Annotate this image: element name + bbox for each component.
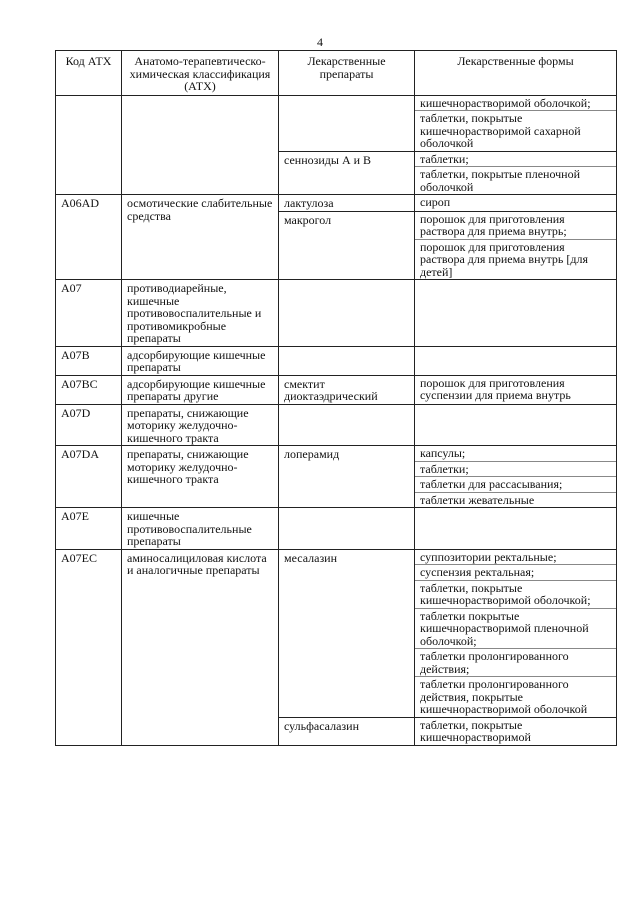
drug-cell <box>279 95 415 151</box>
code-cell: A07B <box>56 346 122 375</box>
form-item: порошок для приготовления раствора для приема внутрь [для детей] <box>420 239 588 279</box>
drug-cell <box>279 404 415 446</box>
forms-cell <box>415 211 617 280</box>
table-row <box>56 95 617 151</box>
form-item: порошок для приготовления суспензии для приема внутрь <box>420 375 571 402</box>
form-item: таблетки, покрытые кишечнорастворимой сахарной оболочкой <box>420 111 581 150</box>
form-item: сироп <box>420 195 451 209</box>
code-cell: A07D <box>56 404 122 446</box>
forms-cell <box>415 717 617 745</box>
code-cell: A07EC <box>56 549 122 745</box>
atc-drug-table <box>55 50 617 746</box>
drug-cell: макрогол <box>279 211 415 280</box>
forms-cell <box>415 95 617 151</box>
form-item: таблетки; <box>415 152 616 168</box>
table-header-row <box>56 51 617 96</box>
table-row <box>56 508 617 550</box>
form-item: капсулы; <box>415 446 616 462</box>
form-item: суспензия ректальная; <box>415 565 616 581</box>
code-cell <box>56 95 122 195</box>
classification-cell: противодиарейные, кишечные противовоспалительные и противомикробные препараты <box>122 280 279 347</box>
forms-cell <box>415 446 617 508</box>
form-item: порошок для приготовления раствора для приема внутрь; <box>415 212 616 240</box>
code-cell: A06AD <box>56 195 122 280</box>
table-row <box>56 280 617 347</box>
classification-cell: осмотические слабительные средства <box>122 195 279 280</box>
form-item: таблетки жевательные <box>420 492 535 507</box>
table-row <box>56 446 617 508</box>
form-item: таблетки, покрытые кишечнорастворимой оболочкой; <box>415 581 616 609</box>
form-item: таблетки покрытые кишечнорастворимой пленочной оболочкой; <box>415 609 616 650</box>
form-item: таблетки; <box>415 462 616 478</box>
form-item: таблетки пролонгированного действия, покрытые кишечнорастворимой оболочкой <box>420 677 588 716</box>
code-cell: A07DA <box>56 446 122 508</box>
table-row <box>56 375 617 404</box>
form-item: таблетки, покрытые пленочной оболочкой <box>420 167 581 194</box>
classification-cell: препараты, снижающие моторику желудочно-кишечного тракта <box>122 446 279 508</box>
drug-cell: лоперамид <box>279 446 415 508</box>
code-cell: A07E <box>56 508 122 550</box>
table-row <box>56 346 617 375</box>
header-forms: Лекарственные формы <box>415 51 617 96</box>
forms-cell <box>415 195 617 212</box>
code-cell: A07 <box>56 280 122 347</box>
page-number: 4 <box>317 35 323 49</box>
form-item: таблетки пролонгированного действия; <box>415 649 616 677</box>
forms-cell <box>415 508 617 550</box>
code-cell: A07BC <box>56 375 122 404</box>
classification-cell <box>122 95 279 195</box>
drug-cell <box>279 346 415 375</box>
drug-cell: смектит диоктаэдрический <box>279 375 415 404</box>
classification-cell: препараты, снижающие моторику желудочно-кишечного тракта <box>122 404 279 446</box>
forms-cell <box>415 404 617 446</box>
header-classification: Анатомо-терапевтическо-химическая классификация (АТХ) <box>122 51 279 96</box>
classification-cell: кишечные противовоспалительные препараты <box>122 508 279 550</box>
form-item: кишечнорастворимой оболочкой; <box>415 96 616 112</box>
classification-cell: аминосалициловая кислота и аналогичные препараты <box>122 549 279 745</box>
form-item: таблетки, покрытые кишечнорастворимой <box>420 717 531 744</box>
form-item: таблетки для рассасывания; <box>415 477 616 493</box>
header-code: Код АТХ <box>56 51 122 96</box>
table-row <box>56 404 617 446</box>
drug-cell: месалазин <box>279 549 415 717</box>
table-row <box>56 549 617 717</box>
drug-cell: сеннозиды А и В <box>279 151 415 195</box>
forms-cell <box>415 346 617 375</box>
forms-cell <box>415 375 617 404</box>
classification-cell: адсорбирующие кишечные препараты <box>122 346 279 375</box>
drug-cell: сульфасалазин <box>279 717 415 745</box>
drug-cell <box>279 508 415 550</box>
forms-cell <box>415 549 617 717</box>
drug-cell: лактулоза <box>279 195 415 212</box>
header-drugs: Лекарственные препараты <box>279 51 415 96</box>
table-row <box>56 195 617 212</box>
form-item: суппозитории ректальные; <box>415 550 616 566</box>
forms-cell <box>415 280 617 347</box>
forms-cell <box>415 151 617 195</box>
classification-cell: адсорбирующие кишечные препараты другие <box>122 375 279 404</box>
drug-cell <box>279 280 415 347</box>
